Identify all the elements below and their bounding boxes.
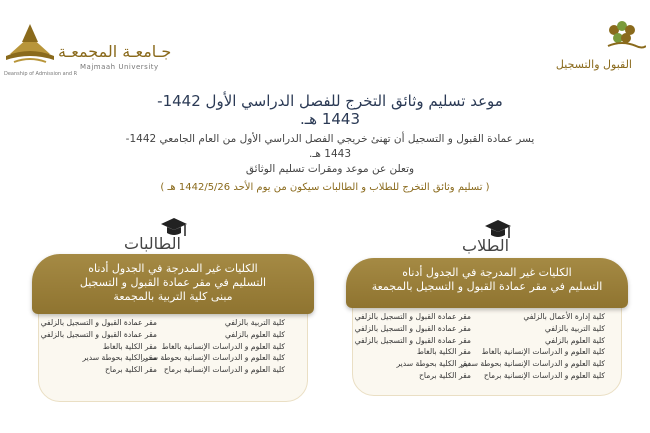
page-title: موعد تسليم وثائق التخرج للفصل الدراسي الأول 1442-1443 هـ. (157, 92, 503, 128)
students-locations-column (355, 311, 471, 382)
students-colleges-column (461, 311, 605, 382)
department-name: القبول والتسجيل (555, 58, 632, 71)
list-item: مقر عمادة القبول و التسجيل بالزلفي (354, 312, 471, 321)
female-students-panel (38, 306, 308, 402)
banner-line: الكليات غير المدرجة في الجدول أدناه (88, 262, 258, 275)
banner-line: التسليم في مقر عمادة القبول و التسجيل (79, 276, 267, 289)
list-item: مقر الكلية بحوطة سدير (396, 359, 471, 369)
list-item: كلية العلوم و الدراسات الإنسانية بالغاط (481, 347, 605, 357)
list-item: مقر عمادة القبول و التسجيل بالزلفي (354, 323, 471, 333)
university-name-en: Majmaah University (80, 63, 159, 71)
list-item: كلية العلوم بالزلفي (225, 329, 285, 339)
banner-line: الكليات غير المدرجة في الجدول أدناه (402, 266, 572, 279)
list-item: كلية إدارة الأعمال بالزلفي (523, 312, 605, 321)
list-item: كلية العلوم و الدراسات الإنسانية برماح (483, 370, 605, 380)
university-logo (0, 16, 60, 78)
list-item: مقر عمادة القبول و التسجيل بالزلفي (40, 329, 157, 339)
students-heading: الطلاب (462, 236, 510, 255)
female-students-heading: الطالبات (124, 234, 181, 253)
list-item: كلية العلوم و الدراسات الإنسانية برماح (163, 365, 285, 375)
banner-line: مبنى كلية التربية بالمجمعة (113, 290, 233, 303)
female-locations-column (41, 317, 157, 376)
university-name: جـامعـة المجمعـة (58, 42, 172, 61)
list-item: كلية العلوم و الدراسات الإنسانية بحوطة سدير (461, 359, 605, 369)
list-item: كلية العلوم بالزلفي (545, 335, 605, 345)
list-item: مقر الكلية برماح (418, 370, 471, 380)
list-item: كلية العلوم و الدراسات الإنسانية بحوطة سدير (141, 353, 285, 363)
list-item: مقر الكلية برماح (104, 365, 157, 375)
students-banner (346, 258, 628, 308)
female-colleges-column (141, 317, 285, 376)
intro-line-2: وتعلن عن موعد ومقرات تسليم الوثائق (245, 163, 415, 175)
intro-line-1: يسر عمادة القبول و التسجيل أن تهنئ خريجي الفصل الدراسي الأول من العام الجامعي 1442-1443 هـ. (125, 133, 535, 160)
banner-line: التسليم في مقر عمادة القبول و التسجيل بالمجمعة (371, 280, 603, 293)
list-item: مقر الكلية بالغاط (416, 347, 471, 357)
female-students-banner (32, 254, 314, 314)
department-name-en: Deanship of Admission and R (4, 71, 78, 77)
intro-text (120, 132, 540, 177)
list-item: مقر الكلية بالغاط (102, 341, 157, 351)
list-item: مقر عمادة القبول و التسجيل بالزلفي (40, 318, 157, 327)
list-item: مقر الكلية بحوطة سدير (82, 353, 157, 363)
students-panel (352, 300, 622, 396)
list-item: كلية التربية بالزلفي (224, 318, 285, 327)
list-item: كلية العلوم و الدراسات الإنسانية بالغاط (161, 341, 285, 351)
list-item: مقر عمادة القبول و التسجيل بالزلفي (354, 335, 471, 345)
list-item: كلية التربية بالزلفي (544, 323, 605, 333)
delivery-date-notice: ( تسليم وثائق التخرج للطلاب و الطالبات سيكون من يوم الأحد 1442/5/26 هـ ) (160, 182, 490, 193)
